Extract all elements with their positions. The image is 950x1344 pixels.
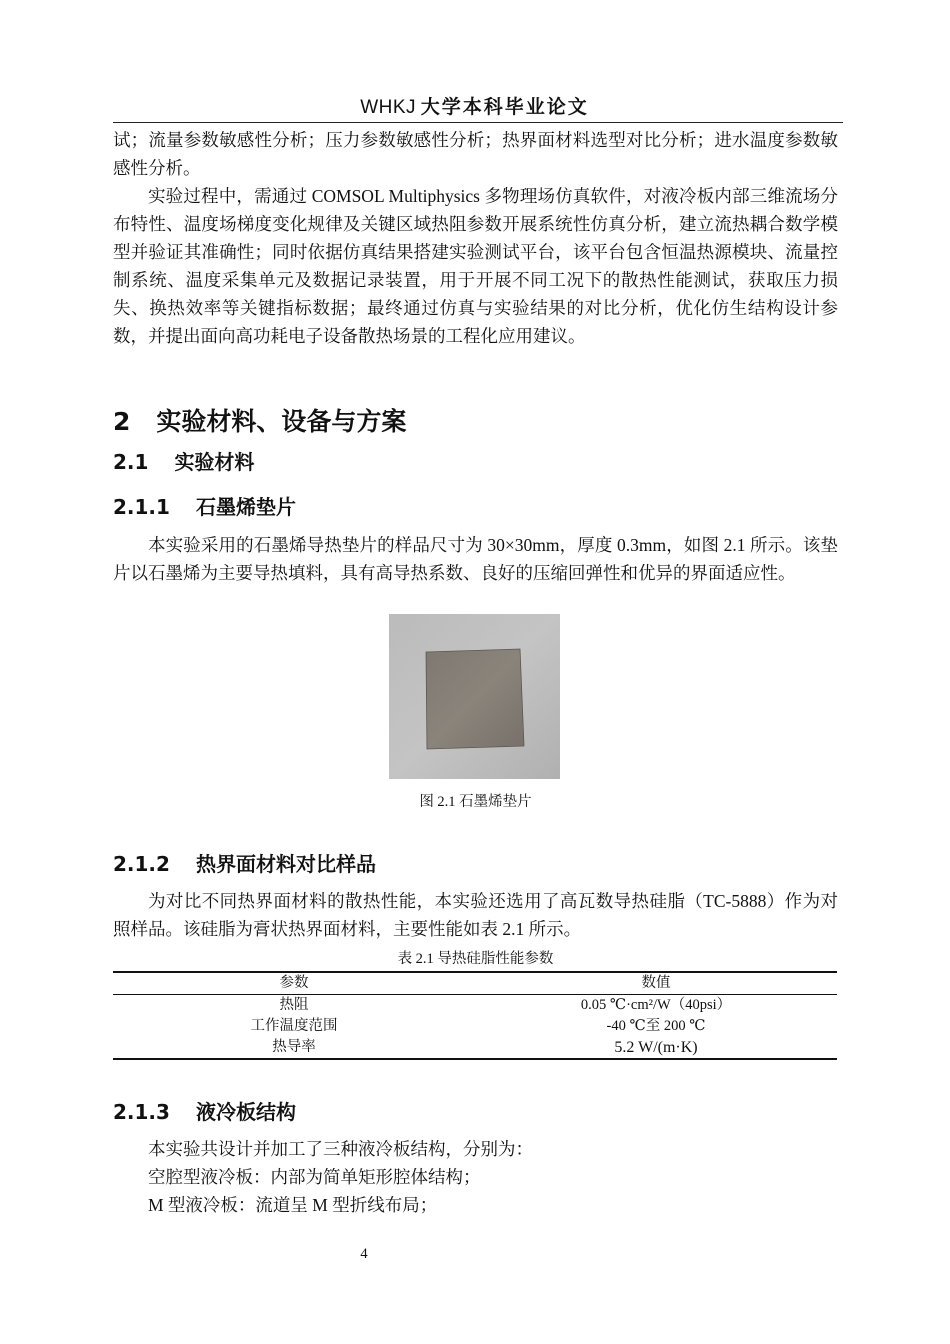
chapter-title: 实验材料、设备与方案: [156, 407, 407, 436]
section-number: 2.1.3: [113, 1100, 170, 1124]
section-2-1-3-line: 本实验共设计并加工了三种液冷板结构，分别为：: [148, 1139, 533, 1159]
table-header-cell: 参数: [279, 975, 309, 991]
table-cell: 工作温度范围: [250, 1018, 338, 1034]
section-title: 实验材料: [174, 450, 255, 474]
chapter-heading: [113, 404, 406, 440]
thermal-grease-table: [113, 971, 837, 1060]
header-left: WHKJ: [360, 97, 417, 118]
section-heading-2-1: [113, 447, 254, 477]
header-rule: [113, 122, 843, 123]
table-cell: 热阻: [279, 997, 309, 1013]
section-2-1-2-body: 为对比不同热界面材料的散热性能，本实验还选用了高瓦数导热硅脂（TC-5888）作为对照样品。该硅脂为膏状热界面材料，主要性能如表 2.1 所示。: [113, 891, 838, 939]
table-caption: 表 2.1 导热硅脂性能参数: [397, 951, 554, 967]
intro-paragraph-2: 实验过程中，需通过 COMSOL Multiphysics 多物理场仿真软件，对液冷板内部三维流场分布特性、温度场梯度变化规律及关键区域热阻参数开展系统性仿真分析，建立流热耦合数学模型并验证其准确性；同时依据仿真结果搭建实验测试平台，该平台包含恒温热源模块、流量控制系统、温度采集单元及数据记录装置，用于开展不同工况下的散热性能测试，获取压力损失、换热效率等关键指标数据；最终通过仿真与实验结果的对比分析，优化仿生结构设计参数，并提出面向高功耗电子设备散热场景的工程化应用建议。: [113, 186, 838, 346]
header-right: 大学本科毕业论文: [420, 97, 589, 118]
table-cell: -40 ℃至 200 ℃: [606, 1018, 706, 1034]
running-header: [113, 96, 836, 120]
table-row: [113, 1016, 837, 1037]
section-title: 石墨烯垫片: [195, 495, 296, 519]
section-2-1-3-line: M 型液冷板：流道呈 M 型折线布局；: [148, 1195, 438, 1215]
section-title: 热界面材料对比样品: [195, 852, 376, 876]
table-header-row: [113, 972, 837, 995]
section-heading-2-1-1: [113, 492, 296, 522]
table-cell: 0.05 ℃·cm²/W（40psi）: [580, 997, 732, 1013]
chapter-number: 2: [113, 407, 131, 436]
table-cell: 5.2 W/(m·K): [614, 1039, 698, 1056]
table-header-cell: 数值: [641, 975, 671, 991]
table-row: [113, 995, 837, 1017]
section-heading-2-1-3: [113, 1097, 296, 1127]
table-row: [113, 1037, 837, 1059]
graphene-pad-photo: [389, 614, 560, 779]
table-cell: 热导率: [272, 1039, 316, 1055]
figure-caption: 图 2.1 石墨烯垫片: [419, 794, 532, 810]
intro-paragraph-1: 试；流量参数敏感性分析；压力参数敏感性分析；热界面材料选型对比分析；进水温度参数敏感性分析。: [113, 130, 838, 178]
section-number: 2.1.1: [113, 495, 170, 519]
section-2-1-1-body: 本实验采用的石墨烯导热垫片的样品尺寸为 30×30mm，厚度 0.3mm，如图 2.1 所示。该垫片以石墨烯为主要导热填料，具有高导热系数、良好的压缩回弹性和优异的界面适应性。: [113, 535, 838, 583]
section-number: 2.1.2: [113, 852, 170, 876]
section-number: 2.1: [113, 450, 149, 474]
page-number: 4: [360, 1246, 368, 1262]
section-heading-2-1-2: [113, 849, 376, 879]
section-2-1-3-line: 空腔型液冷板：内部为简单矩形腔体结构；: [148, 1167, 481, 1187]
section-title: 液冷板结构: [195, 1100, 296, 1124]
